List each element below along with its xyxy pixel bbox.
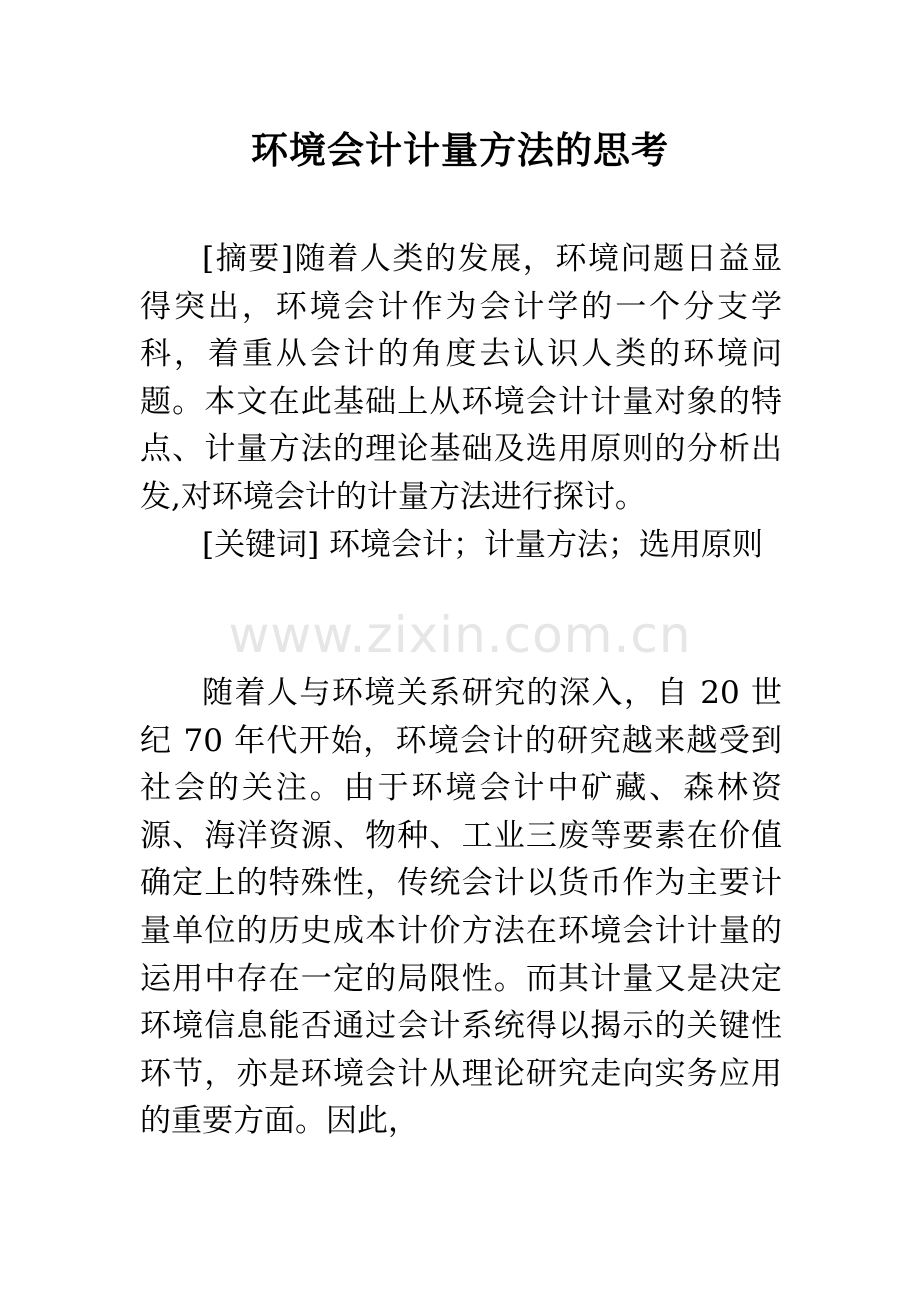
abstract-paragraph: [摘要]随着人类的发展，环境问题日益显得突出，环境会计作为会计学的一个分支学科，着重从会计的角度去认识人类的环境问题。本文在此基础上从环境会计计量对象的特点、计量方法的理论基础及选用原则的分析出发,对环境会计的计量方法进行探讨。 <box>140 241 782 515</box>
document-title: 环境会计计量方法的思考 <box>251 128 669 172</box>
body-paragraph: 随着人与环境关系研究的深入，自 20 世纪 70 年代开始，环境会计的研究越来越受到社会的关注。由于环境会计中矿藏、森林资源、海洋资源、物种、工业三废等要素在价值确定上的特殊性，传统会计以货币作为主要计量单位的历史成本计价方法在环境会计计量的运用中存在一定的局限性。而其计量又是决定环境信息能否通过会计系统得以揭示的关键性环节，亦是环境会计从理论研究走向实务应用的重要方面。因此， <box>140 675 782 1140</box>
watermark-text: www.zixin.com.cn <box>228 606 692 664</box>
main-text-section <box>140 670 782 1146</box>
abstract-section <box>140 236 782 569</box>
keywords-paragraph: [关键词] 环境会计；计量方法；选用原则 <box>202 526 764 563</box>
